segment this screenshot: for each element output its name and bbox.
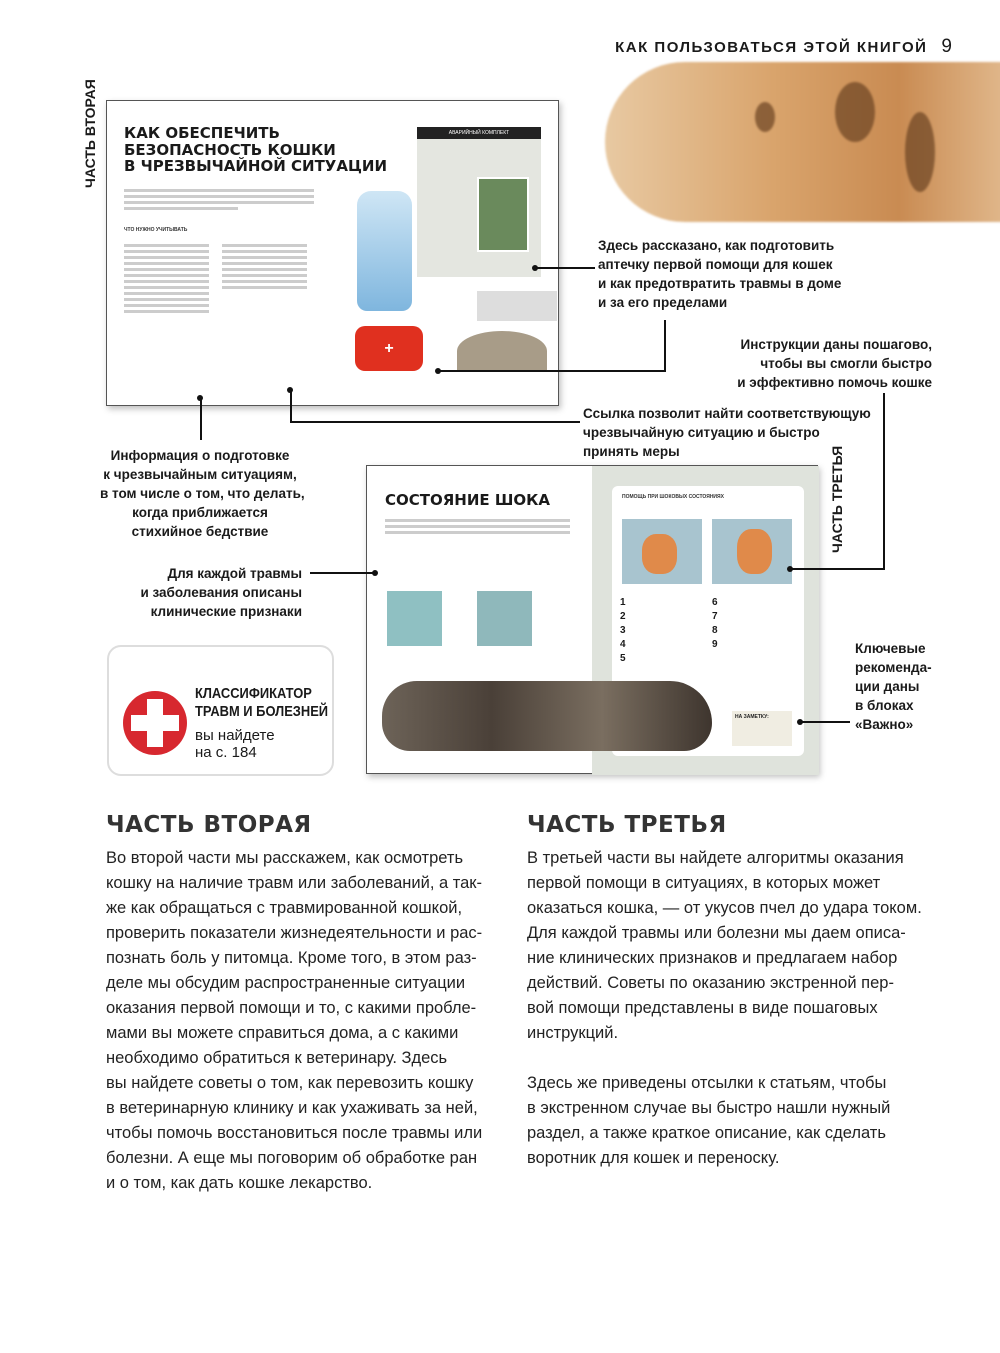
text-line: проверить показатели жизнедеятельности и рас- bbox=[106, 924, 483, 942]
callout-kit: Здесь рассказано, как подготовить аптечку первой помощи для кошек и как предотвратить травмы в доме и за его пределами bbox=[598, 238, 842, 310]
classifier-text: вы найдете на с. 184 bbox=[195, 727, 275, 761]
emergency-kit-box bbox=[417, 127, 541, 277]
spread1-title: КАК ОБЕСПЕЧИТЬ БЕЗОПАСНОСТЬ КОШКИ В ЧРЕЗВЫЧАЙНОЙ СИТУАЦИИ bbox=[124, 124, 388, 175]
spread-shock-preview bbox=[366, 465, 818, 774]
text-line: воротник для кошек и переноску. bbox=[527, 1149, 780, 1167]
panel-title: ПОМОЩЬ ПРИ ШОКОВЫХ СОСТОЯНИЯХ bbox=[622, 494, 724, 500]
water-bottle-image bbox=[357, 191, 412, 311]
text-line: и о том, как дать кошке лекарство. bbox=[106, 1174, 373, 1192]
spread2-title: СОСТОЯНИЕ ШОКА bbox=[385, 491, 551, 509]
lying-cat-image bbox=[382, 681, 712, 751]
text-line: оказания первой помощи и то, с какими пробле- bbox=[106, 999, 477, 1017]
part2-text bbox=[106, 846, 506, 1196]
part2-heading: ЧАСТЬ ВТОРАЯ bbox=[106, 812, 312, 838]
callout-steps: Инструкции даны пошагово, чтобы вы смогли быстро и эффективно помочь кошке bbox=[737, 337, 932, 390]
part2-section bbox=[106, 812, 506, 1196]
part3-text bbox=[527, 846, 947, 1046]
illustration-2 bbox=[712, 519, 792, 584]
cat-paw-image bbox=[605, 62, 1000, 222]
text-line: Здесь же приведены отсылки к статьям, чтобы bbox=[527, 1074, 887, 1092]
callout-signs: Для каждой травмы и заболевания описаны клинические признаки bbox=[140, 566, 302, 619]
spread-emergency-preview bbox=[106, 100, 559, 406]
steps-col-1: 1 2 3 4 5 bbox=[620, 597, 626, 664]
text-line: необходимо обратиться к ветеринару. Здесь bbox=[106, 1049, 448, 1067]
steps-col-2: 6 7 8 9 bbox=[712, 597, 718, 650]
side-label-part3: ЧАСТЬ ТРЕТЬЯ bbox=[829, 445, 845, 553]
part3-text-2 bbox=[527, 1071, 947, 1171]
cat-photo bbox=[477, 177, 529, 252]
text-line: в ветеринарную клинику и как ухаживать за ней, bbox=[106, 1099, 478, 1117]
callout-link: Ссылка позволит найти соответствующую чрезвычайную ситуацию и быстро принять меры bbox=[583, 406, 871, 459]
photo-1 bbox=[387, 591, 442, 646]
text-line: в экстренном случае вы быстро нашли нужный bbox=[527, 1099, 891, 1117]
side-label-part2: ЧАСТЬ ВТОРАЯ bbox=[82, 79, 98, 188]
red-cross-icon bbox=[123, 691, 187, 755]
text-line: познать боль у питомца. Кроме того, в этом раз- bbox=[106, 949, 477, 967]
text-line: инструкций. bbox=[527, 1024, 619, 1042]
part3-section bbox=[527, 812, 947, 1171]
illustration-1 bbox=[622, 519, 702, 584]
photo-2 bbox=[477, 591, 532, 646]
callout-info: Информация о подготовке к чрезвычайным ситуациям, в том числе о том, что делать, когда приближается стихийное бедствие bbox=[100, 448, 305, 539]
text-line: мами вы можете справиться дома, а с какими bbox=[106, 1024, 459, 1042]
litter-image bbox=[457, 331, 547, 371]
running-header bbox=[615, 36, 952, 58]
text-line: В третьей части вы найдете алгоритмы оказания bbox=[527, 849, 904, 867]
text-line: деле мы обсудим распространенные ситуации bbox=[106, 974, 466, 992]
classifier-box bbox=[107, 645, 334, 776]
text-line: кошку на наличие травм или заболеваний, а так- bbox=[106, 874, 483, 892]
part3-heading: ЧАСТЬ ТРЕТЬЯ bbox=[527, 812, 727, 838]
text-line: ние клинических признаков и предлагаем набор bbox=[527, 949, 898, 967]
text-line: первой помощи в ситуациях, в которых может bbox=[527, 874, 881, 892]
callout-important: Ключевые рекоменда- ции даны в блоках «Важно» bbox=[855, 641, 932, 732]
running-title: КАК ПОЛЬЗОВАТЬСЯ ЭТОЙ КНИГОЙ bbox=[615, 38, 928, 56]
classifier-title: КЛАССИФИКАТОР ТРАВМ И БОЛЕЗНЕЙ bbox=[195, 685, 329, 720]
text-line: раздел, а также краткое описание, как сделать bbox=[527, 1124, 886, 1142]
page-number: 9 bbox=[941, 36, 952, 57]
text-line: действий. Советы по оказанию экстренной пер- bbox=[527, 974, 894, 992]
text-line: вы найдете советы о том, как перевозить кошку bbox=[106, 1074, 474, 1092]
text-line: Для каждой травмы или болезни мы даем описа- bbox=[527, 924, 906, 942]
text-line: болезни. А еще мы поговорим об обработке ран bbox=[106, 1149, 478, 1167]
text-line: же как обращаться с травмированной кошкой, bbox=[106, 899, 463, 917]
note-box bbox=[732, 711, 792, 746]
first-aid-kit-image: + bbox=[355, 326, 423, 371]
text-line: Во второй части мы расскажем, как осмотреть bbox=[106, 849, 464, 867]
note-title: НА ЗАМЕТКУ: bbox=[735, 714, 769, 720]
text-line: чтобы помочь восстановиться после травмы или bbox=[106, 1124, 483, 1142]
spread1-subhead: ЧТО НУЖНО УЧИТЫВАТЬ bbox=[124, 227, 188, 233]
text-line: вой помощи представлены в виде пошаговых bbox=[527, 999, 878, 1017]
text-line: оказаться кошка, — от укусов пчел до удара током. bbox=[527, 899, 922, 917]
emergency-kit-title: АВАРИЙНЫЙ КОМПЛЕКТ bbox=[417, 127, 541, 139]
tray-image bbox=[477, 291, 557, 321]
